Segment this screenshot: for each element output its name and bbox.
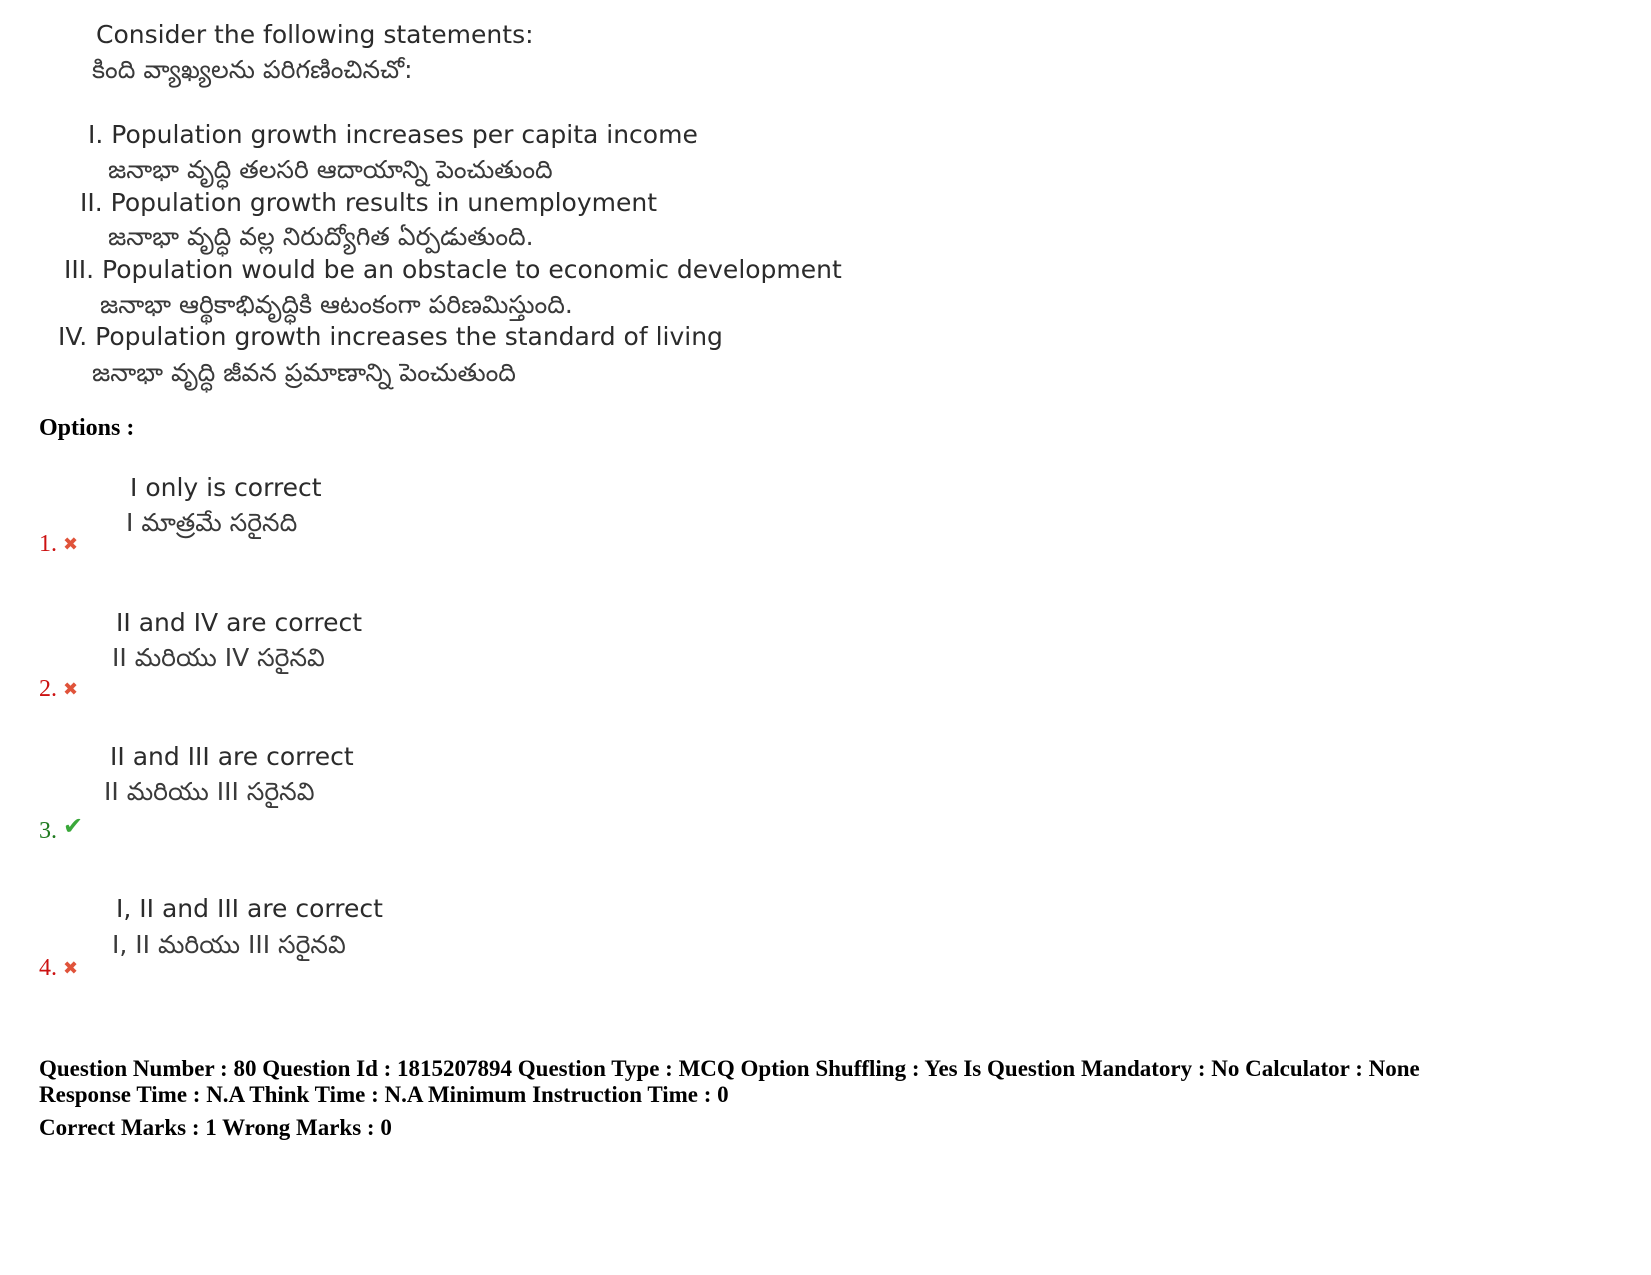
question-intro-en: Consider the following statements: [96,20,534,49]
option-2-text-te: II మరియు IV సరైనవి [112,643,325,672]
option-3-text-en: II and III are correct [110,742,354,771]
option-4-text-te: I, II మరియు III సరైనవి [112,930,346,959]
statement-1-en: I. Population growth increases per capita income [88,120,698,149]
statement-2-te: జనాభా వృద్ధి వల్ల నిరుద్యోగిత ఏర్పడుతుంది. [108,222,534,251]
option-3-text-te: II మరియు III సరైనవి [104,777,315,806]
cross-icon: ✖ [63,957,79,979]
option-4-number [39,955,78,982]
statement-4-te: జనాభా వృద్ధి జీవన ప్రమాణాన్ని పెంచుతుంది [92,358,516,387]
statement-4-en: IV. Population growth increases the standard of living [58,322,723,351]
option-1-number-label: 1. [39,531,57,557]
statement-2-en: II. Population growth results in unemployment [80,188,658,217]
options-label: Options : [39,415,135,441]
option-3-number-label: 3. [39,818,57,844]
option-2-number [39,676,78,703]
statement-1-te: జనాభా వృద్ధి తలసరి ఆదాయాన్ని పెంచుతుంది [108,155,553,184]
option-4-number-label: 4. [39,955,57,981]
question-meta-line-2: Response Time : N.A Think Time : N.A Minimum Instruction Time : 0 [39,1082,729,1107]
cross-icon: ✖ [63,533,79,555]
option-1-text-en: I only is correct [130,473,322,502]
option-2-text-en: II and IV are correct [116,608,363,637]
statement-3-en: III. Population would be an obstacle to economic development [64,255,842,284]
question-intro-te: కింది వ్యాఖ్యలను పరిగణించినచో: [92,55,413,84]
option-1-number [39,531,78,558]
question-marks: Correct Marks : 1 Wrong Marks : 0 [39,1115,392,1140]
option-3-number [39,811,84,845]
option-4-text-en: I, II and III are correct [116,894,383,923]
question-meta-line-1: Question Number : 80 Question Id : 1815207894 Question Type : MCQ Option Shuffling : Yes Is Question Mandatory : No Calculator : None [39,1056,1420,1081]
option-2-number-label: 2. [39,676,57,702]
cross-icon: ✖ [63,678,79,700]
statement-3-te: జనాభా ఆర్థికాభివృద్ధికి ఆటంకంగా పరిణమిస్తుంది. [100,290,573,319]
option-1-text-te: I మాత్రమే సరైనది [126,508,298,537]
check-icon: ✔ [63,811,84,840]
